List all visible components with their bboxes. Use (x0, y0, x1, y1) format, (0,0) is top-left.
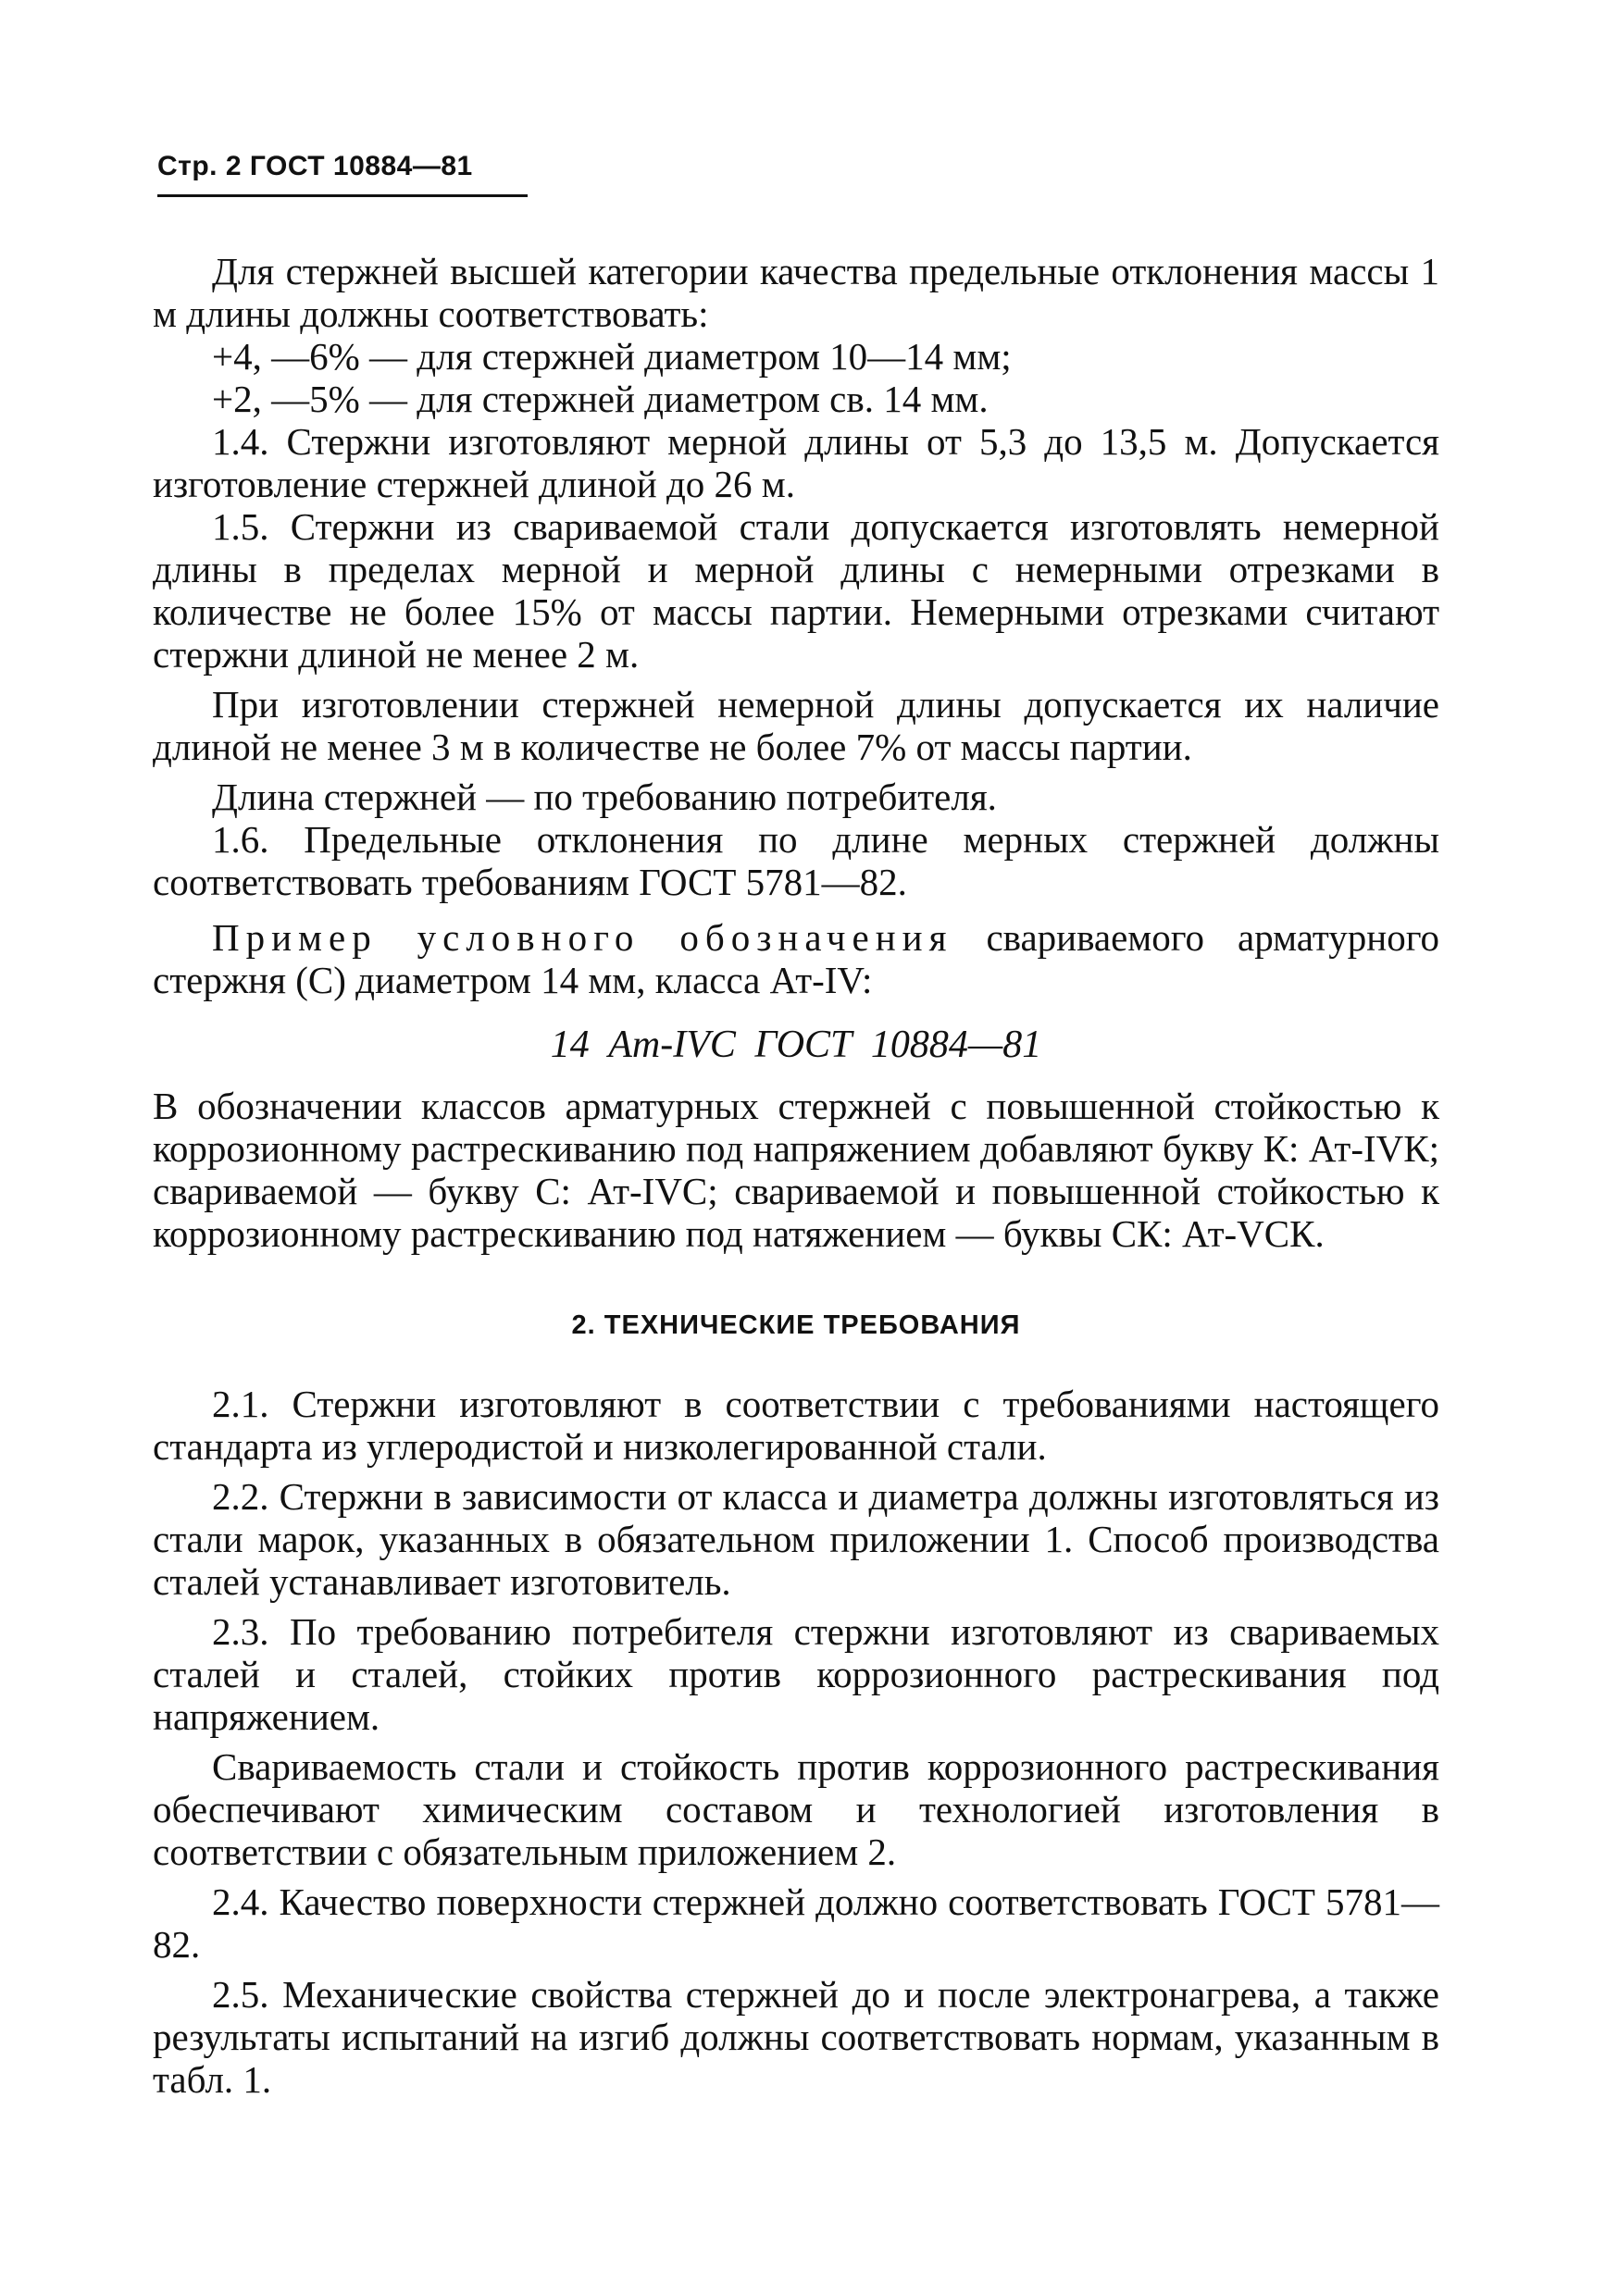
page-header: Стр. 2 ГОСТ 10884—81 (157, 151, 473, 181)
section-2-title: 2. ТЕХНИЧЕСКИЕ ТРЕБОВАНИЯ (571, 1310, 1021, 1340)
header-rule (157, 194, 528, 197)
paragraph-designation-example (153, 916, 1439, 1001)
paragraph-weldability: Свариваемость стали и стойкость против коррозионного растрескивания обеспечивают химическим составом и технологией изготовления в соответствии с обязательным приложением 2. (153, 1745, 1439, 1873)
paragraph-1-6: 1.6. Предельные отклонения по длине мерных стержней должны соответствовать требованиям ГОСТ 5781—82. (153, 818, 1439, 903)
paragraph-2-5: 2.5. Механические свойства стержней до и после электронагрева, а также результаты испытаний на изгиб должны соответствовать нормам, указанным в табл. 1. (153, 1973, 1439, 2101)
paragraph-1-4: 1.4. Стержни изготовляют мерной длины от 5,3 до 13,5 м. Допускается изготовление стержней длиной до 26 м. (153, 420, 1439, 505)
paragraph-2-3: 2.3. По требованию потребителя стержни изготовляют из свариваемых сталей и сталей, стойких против коррозионного растрескивания под напряжением. (153, 1610, 1439, 1738)
paragraph-2-2: 2.2. Стержни в зависимости от класса и диаметра должны изготовляться из стали марок, указанных в обязательном приложении 1. Способ производства сталей устанавливает изготовитель. (153, 1475, 1439, 1603)
deviation-line-10-14mm: +4, —6% — для стержней диаметром 10—14 мм; (212, 335, 1012, 378)
paragraph-class-designation: В обозначении классов арматурных стержней с повышенной стойкостью к коррозионному растрескиванию под напряжением добавляют букву К: Ат-IVК; свариваемой — букву С: Ат-IVС; свариваемой и повышенной стойкостью к коррозионному растрескиванию под натяжением — буквы СК: Ат-VСК. (153, 1085, 1439, 1255)
deviation-line-over-14mm: +2, —5% — для стержней диаметром св. 14 мм. (212, 378, 989, 420)
paragraph-length-by-request: Длина стержней — по требованию потребителя. (212, 776, 997, 818)
paragraph-1-5: 1.5. Стержни из свариваемой стали допускается изготовлять немерной длины в пределах мерной и мерной длины с немерными отрезками в количестве не более 15% от массы партии. Немерными отрезками считают стержни длиной не менее 2 м. (153, 505, 1439, 676)
example-text: свариваемого арматурного стержня (С) диаметром 14 мм, класса Ат-IV: (153, 916, 1440, 1001)
designation-formula: 14 Ат-IVС ГОСТ 10884—81 (550, 1024, 1042, 1066)
paragraph-2-1: 2.1. Стержни изготовляют в соответствии с требованиями настоящего стандарта из углеродистой и низколегированной стали. (153, 1383, 1439, 1468)
paragraph-2-4: 2.4. Качество поверхности стержней должно соответствовать ГОСТ 5781—82. (153, 1880, 1439, 1966)
paragraph-mass-deviation: Для стержней высшей категории качества предельные отклонения массы 1 м длины должны соответствовать: (153, 250, 1439, 335)
paragraph-nonmeasured-length: При изготовлении стержней немерной длины допускается их наличие длиной не менее 3 м в количестве не более 7% от массы партии. (153, 683, 1439, 768)
example-spaced-heading: Пример условного обозначения (212, 916, 953, 959)
document-body (153, 250, 1439, 2101)
